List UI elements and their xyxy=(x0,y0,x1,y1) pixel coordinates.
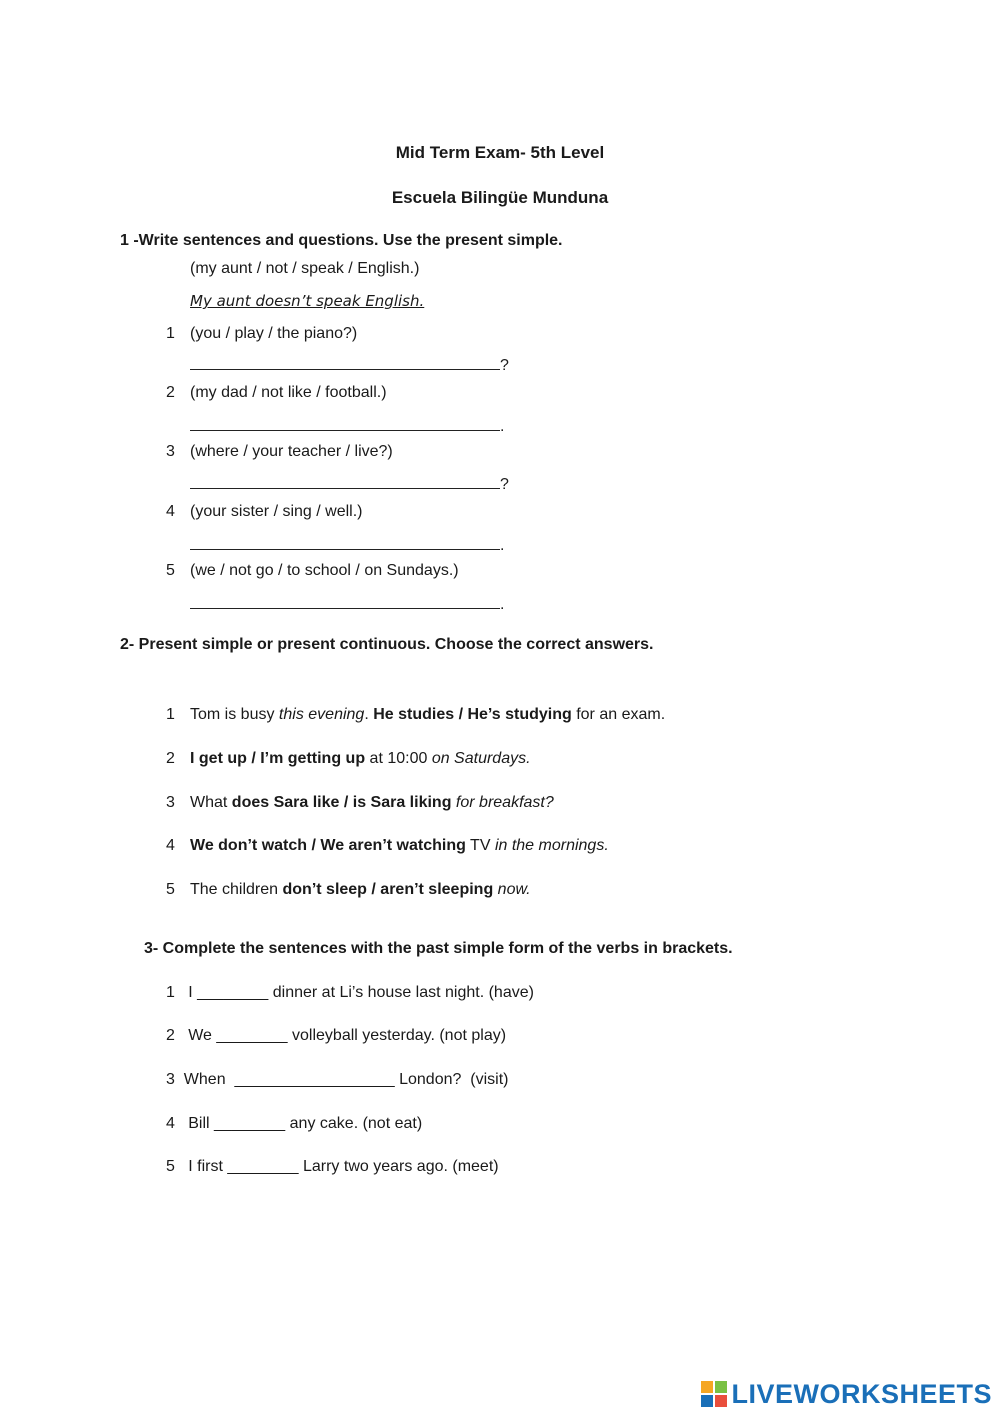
s1-answer-3[interactable]: ? xyxy=(190,472,509,494)
s2-item-1[interactable]: 1 Tom is busy this evening. He studies / He’s studying for an exam. xyxy=(166,706,666,723)
logo-grid-icon xyxy=(701,1381,727,1407)
example-answer: My aunt doesn’t speak English. xyxy=(190,292,425,310)
page-title: Mid Term Exam- 5th Level xyxy=(395,143,605,162)
logo-cell xyxy=(701,1395,713,1407)
s2-item-5[interactable]: 5 The children don’t sleep / aren’t sleeping now. xyxy=(166,881,531,898)
answer-blank[interactable] xyxy=(190,592,500,609)
s3-item-3[interactable]: 3 When __________________ London? (visit) xyxy=(166,1071,509,1088)
choice-options[interactable]: We don’t watch / We aren’t watching xyxy=(190,837,466,854)
s1-item-number: 2 xyxy=(166,384,175,401)
s2-item-3[interactable]: 3 What does Sara like / is Sara liking for breakfast? xyxy=(166,794,554,811)
s1-answer-4[interactable]: . xyxy=(190,533,504,555)
s1-item-2 xyxy=(166,384,387,402)
s1-item-1 xyxy=(166,325,357,343)
choice-options[interactable]: He studies / He’s studying xyxy=(373,706,572,723)
s1-item-3 xyxy=(166,443,393,461)
s1-answer-5[interactable]: . xyxy=(190,592,504,614)
s1-item-prompt: (we / not go / to school / on Sundays.) xyxy=(190,562,459,579)
answer-blank[interactable] xyxy=(190,533,500,550)
s1-item-prompt: (where / your teacher / live?) xyxy=(190,443,393,460)
s1-item-number: 1 xyxy=(166,325,175,342)
choice-options[interactable]: I get up / I’m getting up xyxy=(190,750,366,767)
logo-text: LIVEWORKSHEETS xyxy=(731,1378,992,1409)
s1-item-number: 4 xyxy=(166,503,175,520)
s3-item-4[interactable]: 4 Bill ________ any cake. (not eat) xyxy=(166,1115,423,1132)
s3-item-1[interactable]: 1 I ________ dinner at Li’s house last night. (have) xyxy=(166,984,534,1001)
choice-options[interactable]: don’t sleep / aren’t sleeping xyxy=(282,881,494,898)
answer-blank[interactable] xyxy=(190,414,500,431)
section3-heading: 3- Complete the sentences with the past simple form of the verbs in brackets. xyxy=(144,940,733,957)
logo-cell xyxy=(715,1381,727,1393)
s1-item-prompt: (you / play / the piano?) xyxy=(190,325,358,342)
section1-heading: 1 -Write sentences and questions. Use the present simple. xyxy=(120,232,563,249)
answer-blank[interactable] xyxy=(190,472,500,489)
logo-cell xyxy=(701,1381,713,1393)
s1-item-5 xyxy=(166,562,459,580)
liveworksheets-logo xyxy=(701,1378,992,1410)
s3-item-2[interactable]: 2 We ________ volleyball yesterday. (not play) xyxy=(166,1027,507,1044)
s1-answer-2[interactable]: . xyxy=(190,414,504,436)
answer-blank[interactable] xyxy=(190,353,500,370)
choice-options[interactable]: does Sara like / is Sara liking xyxy=(231,794,452,811)
school-name: Escuela Bilingüe Munduna xyxy=(391,188,609,207)
s1-item-number: 3 xyxy=(166,443,175,460)
s1-item-prompt: (your sister / sing / well.) xyxy=(190,503,363,520)
logo-cell xyxy=(715,1395,727,1407)
section2-heading: 2- Present simple or present continuous. Choose the correct answers. xyxy=(120,636,654,653)
s2-item-4[interactable]: 4 We don’t watch / We aren’t watching TV in the mornings. xyxy=(166,837,609,854)
s2-item-2[interactable]: 2 I get up / I’m getting up at 10:00 on Saturdays. xyxy=(166,750,531,767)
s1-item-prompt: (my dad / not like / football.) xyxy=(190,384,387,401)
example-prompt: (my aunt / not / speak / English.) xyxy=(190,260,420,277)
s1-item-number: 5 xyxy=(166,562,175,579)
s1-answer-1[interactable]: ? xyxy=(190,353,509,375)
s3-item-5[interactable]: 5 I first ________ Larry two years ago. (meet) xyxy=(166,1158,499,1175)
s1-item-4 xyxy=(166,503,362,521)
